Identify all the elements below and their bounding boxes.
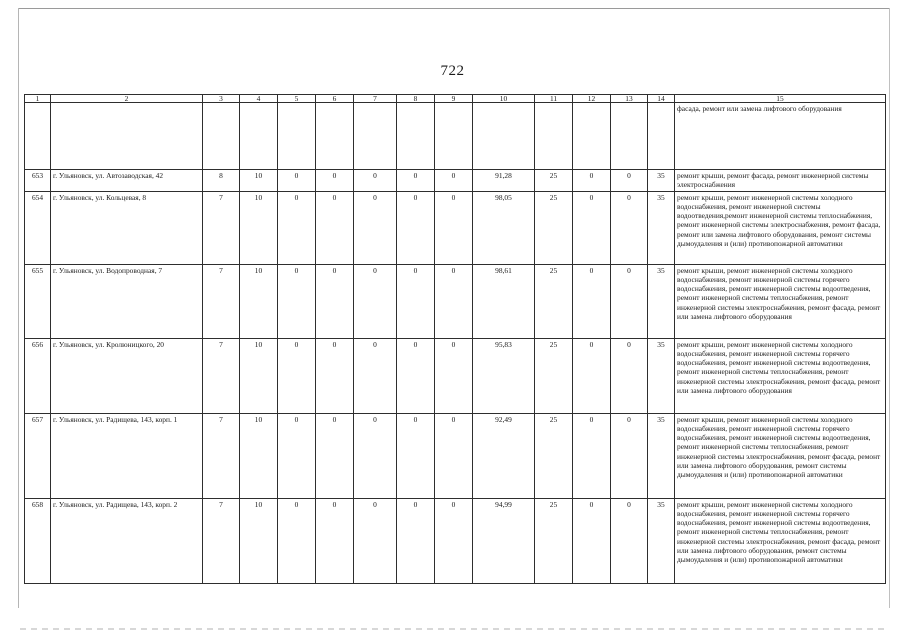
value-cell: 0: [316, 191, 354, 264]
value-cell: 0: [573, 170, 611, 192]
value-cell: 98,61: [473, 264, 535, 338]
value-cell: 0: [316, 338, 354, 413]
value-cell: 0: [573, 498, 611, 583]
value-cell: 0: [316, 413, 354, 498]
row-number: 653: [25, 170, 51, 192]
works-cell: ремонт крыши, ремонт инженерной системы холодного водоснабжения, ремонт инженерной системы водоотведения,ремонт инженерной системы теплоснабжения, ремонт инженерной системы электроснабжения, ремонт фасада, ремонт или замена лифтового оборудования, ремонт системы дымоудаления и (или) противопожарной автоматики: [675, 191, 886, 264]
value-cell: 92,49: [473, 413, 535, 498]
value-cell: 7: [203, 264, 240, 338]
address-cell: г. Ульяновск, ул. Радищева, 143, корп. 1: [51, 413, 203, 498]
table-row: [25, 191, 886, 264]
column-header: 12: [573, 95, 611, 103]
value-cell: 10: [240, 498, 278, 583]
address-cell: г. Ульяновск, ул. Радищева, 143, корп. 2: [51, 498, 203, 583]
column-header: 10: [473, 95, 535, 103]
row-number: 655: [25, 264, 51, 338]
value-cell: 35: [648, 413, 675, 498]
value-cell: 0: [354, 264, 397, 338]
row-number: 658: [25, 498, 51, 583]
column-header: 13: [611, 95, 648, 103]
address-cell: г. Ульяновск, ул. Кролюницкого, 20: [51, 338, 203, 413]
value-cell: 25: [535, 264, 573, 338]
column-header: 4: [240, 95, 278, 103]
value-cell: 0: [354, 338, 397, 413]
value-cell: 98,05: [473, 191, 535, 264]
value-cell: 10: [240, 170, 278, 192]
works-cell: ремонт крыши, ремонт фасада, ремонт инженерной системы электроснабжения: [675, 170, 886, 192]
scan-border-top: [18, 8, 890, 9]
value-cell: 0: [435, 264, 473, 338]
value-cell: 35: [648, 191, 675, 264]
value-cell: 10: [240, 413, 278, 498]
page-number: 722: [440, 63, 465, 79]
value-cell: 0: [611, 170, 648, 192]
value-cell: 0: [435, 191, 473, 264]
value-cell: 0: [611, 413, 648, 498]
repair-program-table: [24, 94, 886, 584]
header-row: [25, 95, 886, 103]
value-cell: 0: [397, 170, 435, 192]
value-cell: 0: [573, 191, 611, 264]
value-cell: 25: [535, 498, 573, 583]
works-cell: ремонт крыши, ремонт инженерной системы холодного водоснабжения, ремонт инженерной системы горячего водоснабжения, ремонт инженерной системы водоотведения, ремонт инженерной системы теплоснабжения, ремонт инженерной системы электроснабжения, ремонт фасада, ремонт или замена лифтового оборудования, ремонт системы дымоудаления и (или) противопожарной автоматики: [675, 498, 886, 583]
value-cell: 25: [535, 191, 573, 264]
works-cell: фасада, ремонт или замена лифтового оборудования: [675, 103, 886, 170]
value-cell: 0: [354, 413, 397, 498]
value-cell: 0: [611, 191, 648, 264]
value-cell: 0: [354, 170, 397, 192]
row-number: 654: [25, 191, 51, 264]
value-cell: 35: [648, 170, 675, 192]
value-cell: 0: [397, 264, 435, 338]
value-cell: 91,28: [473, 170, 535, 192]
value-cell: 0: [435, 338, 473, 413]
column-header: 14: [648, 95, 675, 103]
column-header: 8: [397, 95, 435, 103]
value-cell: 8: [203, 170, 240, 192]
column-header: 9: [435, 95, 473, 103]
value-cell: 0: [316, 498, 354, 583]
value-cell: 25: [535, 338, 573, 413]
scan-border-right: [889, 8, 890, 608]
address-cell: г. Ульяновск, ул. Автозаводская, 42: [51, 170, 203, 192]
value-cell: 0: [573, 264, 611, 338]
scan-border-left: [18, 8, 19, 608]
value-cell: 94,99: [473, 498, 535, 583]
table-row: [25, 338, 886, 413]
value-cell: 35: [648, 498, 675, 583]
value-cell: 0: [611, 338, 648, 413]
column-header: 11: [535, 95, 573, 103]
value-cell: 0: [354, 191, 397, 264]
value-cell: 0: [278, 338, 316, 413]
value-cell: 25: [535, 170, 573, 192]
column-header: 1: [25, 95, 51, 103]
value-cell: 0: [278, 413, 316, 498]
table-row: [25, 498, 886, 583]
value-cell: 0: [278, 170, 316, 192]
column-header: 7: [354, 95, 397, 103]
value-cell: 0: [354, 498, 397, 583]
value-cell: 7: [203, 498, 240, 583]
scan-artifact: [20, 628, 885, 630]
table-row: [25, 264, 886, 338]
address-cell: г. Ульяновск, ул. Кольцевая, 8: [51, 191, 203, 264]
value-cell: 0: [573, 413, 611, 498]
value-cell: 35: [648, 264, 675, 338]
value-cell: 0: [397, 338, 435, 413]
column-header: 2: [51, 95, 203, 103]
value-cell: 0: [278, 264, 316, 338]
row-number: 656: [25, 338, 51, 413]
value-cell: 0: [397, 191, 435, 264]
value-cell: 0: [435, 170, 473, 192]
value-cell: 7: [203, 191, 240, 264]
value-cell: 0: [435, 498, 473, 583]
value-cell: 0: [435, 413, 473, 498]
value-cell: 95,83: [473, 338, 535, 413]
works-cell: ремонт крыши, ремонт инженерной системы холодного водоснабжения, ремонт инженерной системы горячего водоснабжения, ремонт инженерной системы водоотведения, ремонт инженерной системы теплоснабжения, ремонт инженерной системы электроснабжения, ремонт фасада, ремонт или замена лифтового оборудования: [675, 264, 886, 338]
value-cell: 25: [535, 413, 573, 498]
value-cell: 10: [240, 338, 278, 413]
address-cell: г. Ульяновск, ул. Водопроводная, 7: [51, 264, 203, 338]
value-cell: 0: [278, 498, 316, 583]
value-cell: 0: [316, 264, 354, 338]
value-cell: 7: [203, 413, 240, 498]
value-cell: 0: [316, 170, 354, 192]
value-cell: 0: [611, 498, 648, 583]
value-cell: 0: [397, 498, 435, 583]
value-cell: 10: [240, 264, 278, 338]
column-header: 3: [203, 95, 240, 103]
value-cell: 35: [648, 338, 675, 413]
works-cell: ремонт крыши, ремонт инженерной системы холодного водоснабжения, ремонт инженерной системы горячего водоснабжения, ремонт инженерной системы водоотведения, ремонт инженерной системы теплоснабжения, ремонт инженерной системы электроснабжения, ремонт фасада, ремонт или замена лифтового оборудования: [675, 338, 886, 413]
row-number: 657: [25, 413, 51, 498]
column-header: 6: [316, 95, 354, 103]
value-cell: 7: [203, 338, 240, 413]
value-cell: 0: [397, 413, 435, 498]
continuation-row: [25, 103, 886, 170]
works-cell: ремонт крыши, ремонт инженерной системы холодного водоснабжения, ремонт инженерной системы горячего водоснабжения, ремонт инженерной системы водоотведения, ремонт инженерной системы теплоснабжения, ремонт инженерной системы электроснабжения, ремонт фасада, ремонт или замена лифтового оборудования, ремонт системы дымоудаления и (или) противопожарной автоматики: [675, 413, 886, 498]
column-header: 15: [675, 95, 886, 103]
table-row: [25, 170, 886, 192]
value-cell: 0: [611, 264, 648, 338]
column-header: 5: [278, 95, 316, 103]
value-cell: 0: [278, 191, 316, 264]
value-cell: 10: [240, 191, 278, 264]
value-cell: 0: [573, 338, 611, 413]
table-row: [25, 413, 886, 498]
